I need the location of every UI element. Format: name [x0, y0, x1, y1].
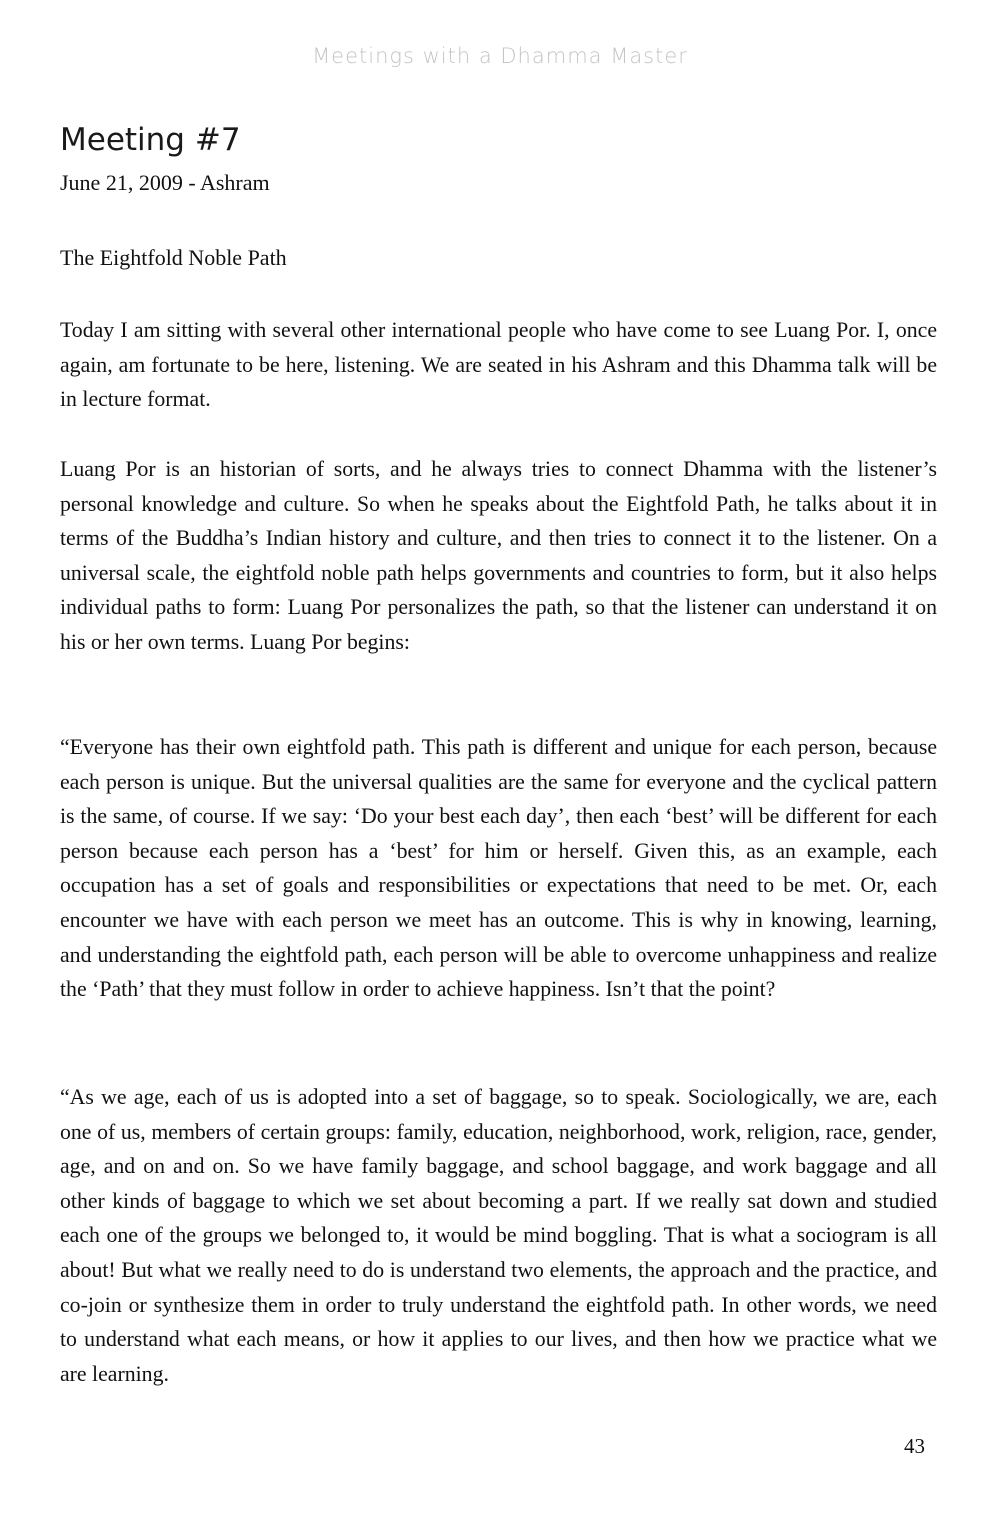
meeting-date: June 21, 2009 - Ashram — [60, 170, 270, 195]
page-number: 43 — [904, 1434, 925, 1458]
paragraph-quote-1: “Everyone has their own eightfold path. This path is different and unique for each person, because each person is unique. But the universal qualities are the same for everyone and the cyclical pattern is the same, of course. If we say: ‘Do your best each day’, then each ‘best’ will be different for each person because each person has a ‘best’ for him or herself. Given this, as an example, each occupation has a set of goals and responsibilities or expectations that need to be met. Or, each encounter we have with each person we meet has an outcome. This is why in knowing, learning, and understanding the eightfold path, each person will be able to overcome unhappiness and realize the ‘Path’ that they must follow in order to achieve happiness. Isn’t that the point? — [60, 735, 937, 1002]
section-heading: The Eightfold Noble Path — [60, 245, 287, 270]
paragraph-intro: Today I am sitting with several other international people who have come to see Luang Por. I, once again, am fortunate to be here, listening. We are seated in his Ashram and this Dhamma talk will be in lecture format. — [60, 318, 937, 412]
meeting-title: Meeting #7 — [60, 122, 241, 158]
running-header: Meetings with a Dhamma Master — [312, 44, 688, 68]
paragraph-quote-2: “As we age, each of us is adopted into a set of baggage, so to speak. Sociologically, we are, each one of us, members of certain groups: family, education, neighborhood, work, religion, race, gender, age, and on and on. So we have family baggage, and school baggage, and work baggage and all other kinds of baggage to which we set about becoming a part. If we really sat down and studied each one of the groups we belonged to, it would be mind boggling. That is what a sociogram is all about! But what we really need to do is understand two elements, the approach and the practice, and co-join or synthesize them in order to truly understand the eightfold path. In other words, we need to understand what each means, or how it applies to our lives, and then how we practice what we are learning. — [60, 1085, 937, 1386]
paragraph-context: Luang Por is an historian of sorts, and he always tries to connect Dhamma with the listener’s personal knowledge and culture. So when he speaks about the Eightfold Path, he talks about it in terms of the Buddha’s Indian history and culture, and then tries to connect it to the listener. On a universal scale, the eightfold noble path helps governments and countries to form, but it also helps individual paths to form: Luang Por personalizes the path, so that the listener can understand it on his or her own terms. Luang Por begins: — [60, 457, 937, 654]
